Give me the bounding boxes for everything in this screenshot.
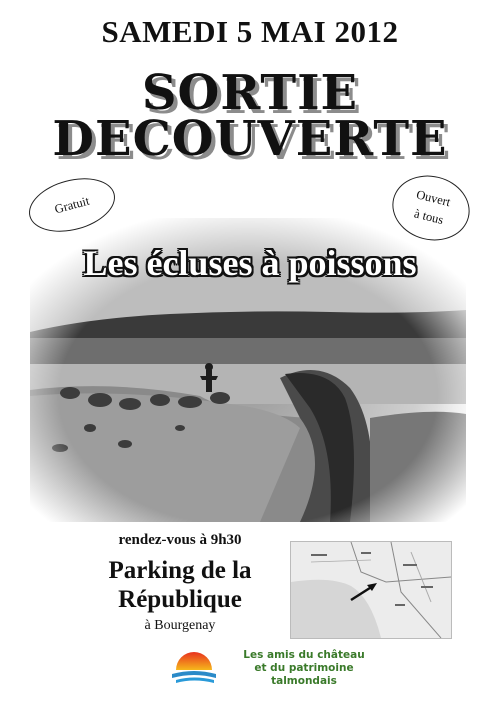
meeting-town: à Bourgenay (144, 618, 216, 633)
organizer-line-2: et du patrimoine (254, 662, 354, 674)
subtitle: Les écluses à poissons (83, 243, 417, 283)
title-line-2: DECOUVERTE (52, 111, 448, 167)
organizer-name (214, 649, 394, 688)
sun-sea-logo-icon (170, 640, 218, 688)
meeting-place (62, 556, 298, 614)
title-line-1: SORTIE (141, 65, 359, 121)
meeting-time: rendez-vous à 9h30 (118, 532, 242, 548)
place-line-2: République (118, 586, 242, 613)
open-badge-line-1: Ouvert (414, 187, 452, 210)
open-badge-line-2: à tous (412, 206, 445, 228)
place-line-1: Parking de la (108, 557, 252, 584)
organizer-line-1: Les amis du château (243, 649, 365, 661)
free-badge-label: Gratuit (52, 193, 91, 216)
map-illustration (291, 542, 451, 638)
event-date: SAMEDI 5 MAI 2012 (101, 14, 399, 49)
organizer-line-3: talmondais (271, 675, 337, 687)
location-map (290, 541, 452, 639)
organizer-logo (170, 640, 218, 688)
